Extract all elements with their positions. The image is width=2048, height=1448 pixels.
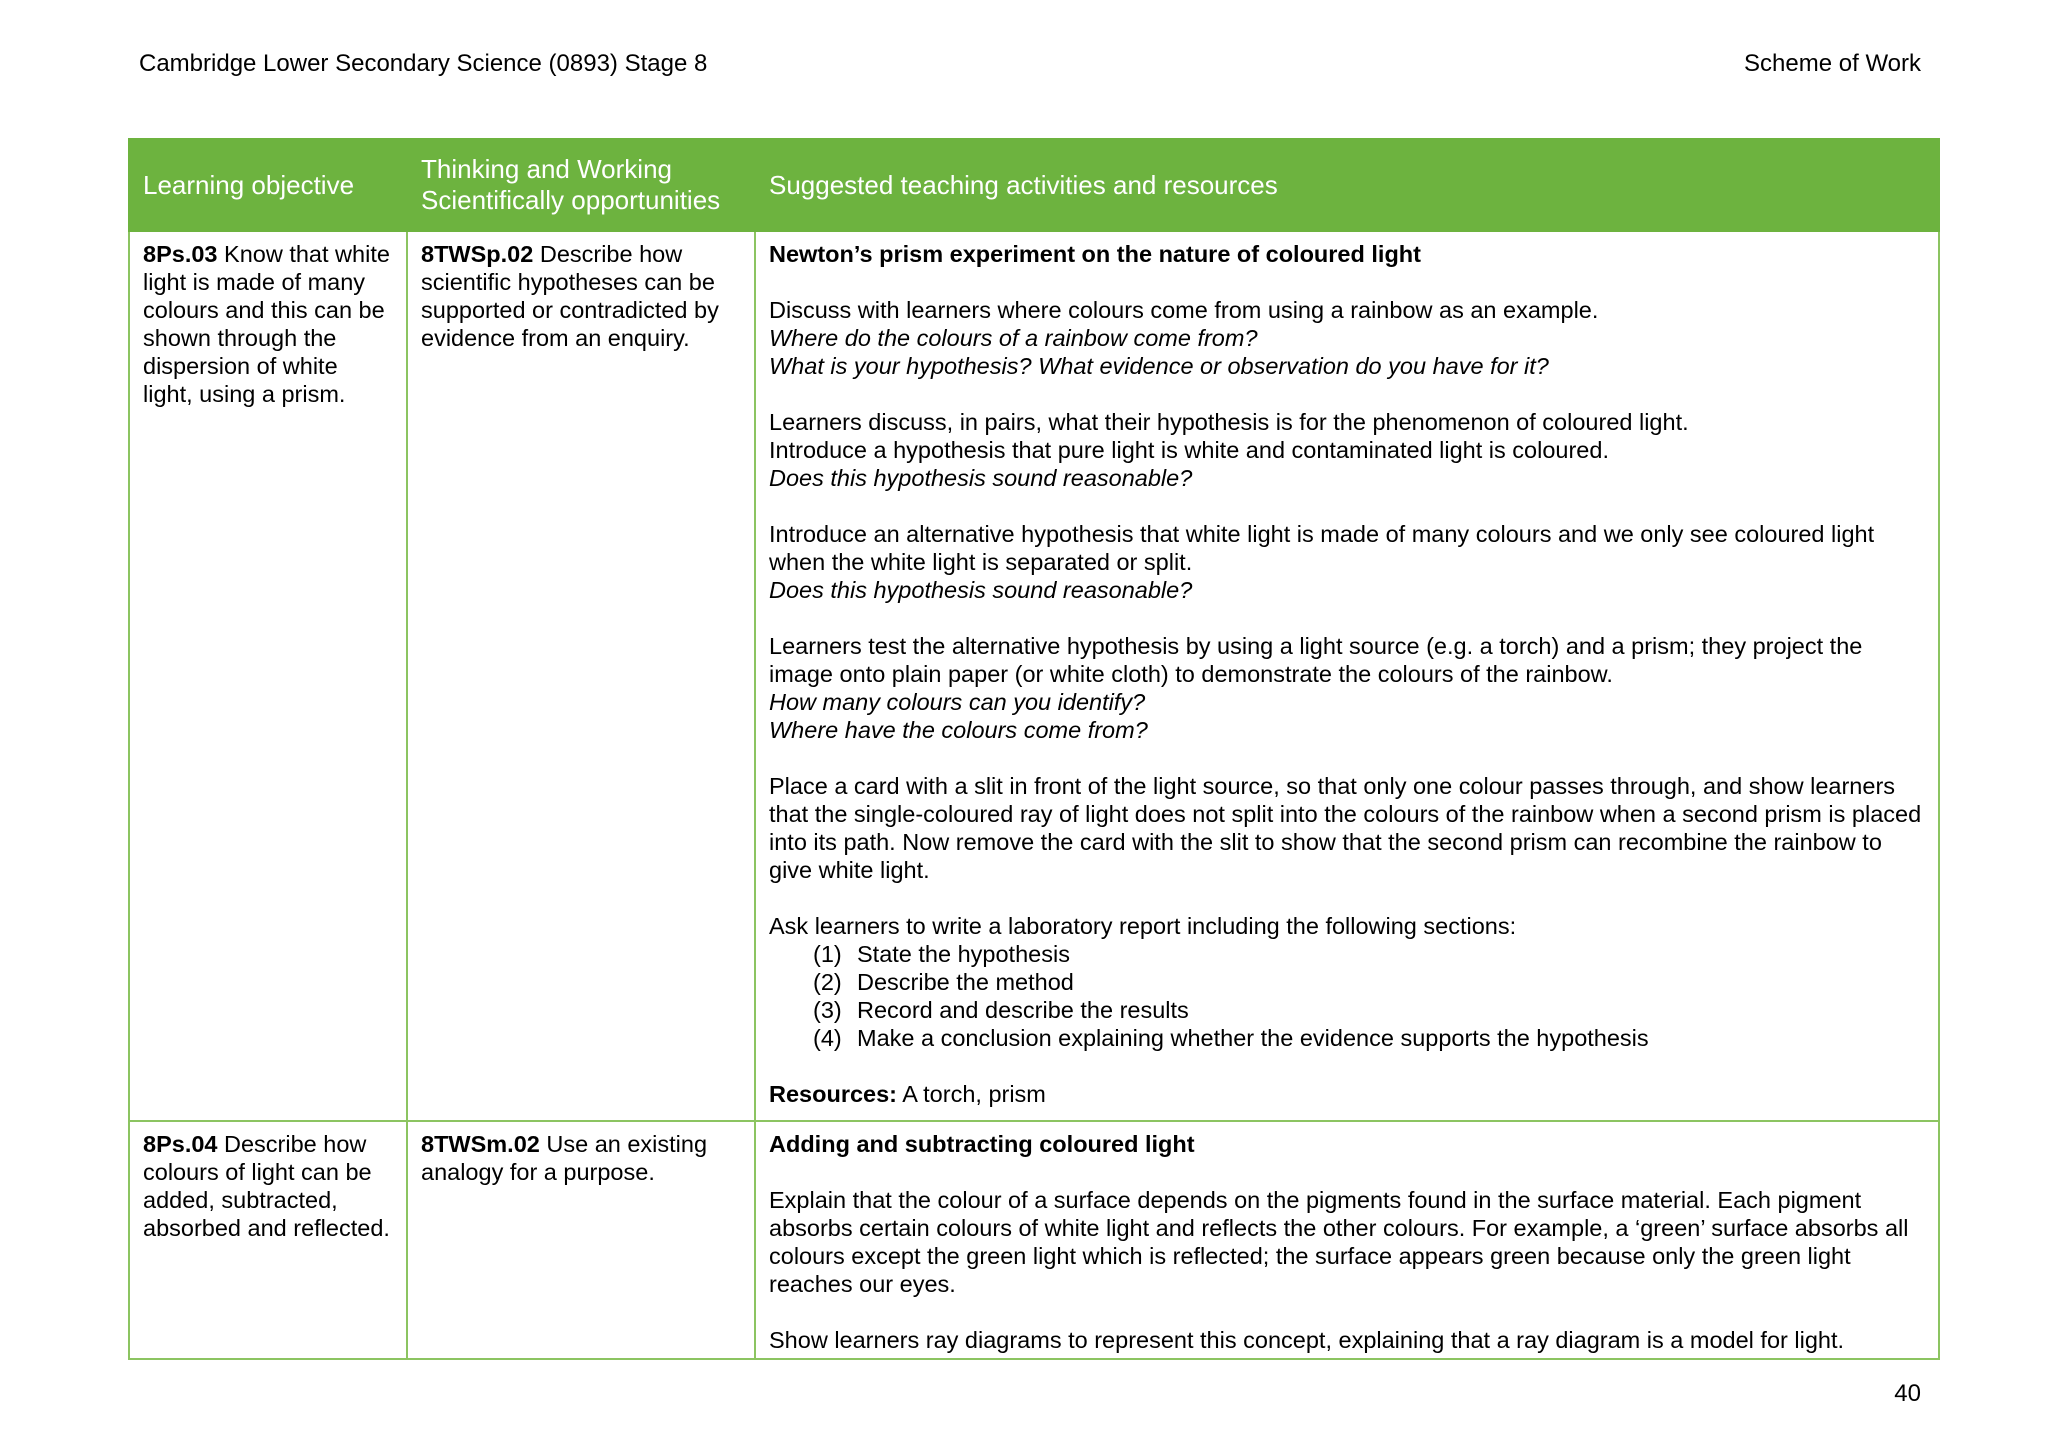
scheme-of-work-table [128, 138, 1940, 1360]
list-item: (2) Describe the method [813, 969, 1074, 995]
activity-question: Where have the colours come from? [769, 717, 1148, 743]
column-header-twso: Thinking and Working Scientifically opportunities [407, 139, 755, 231]
resources-line [769, 1080, 1925, 1108]
document-header-type: Scheme of Work [1744, 50, 1921, 77]
twso-text: Describe how scientific hypotheses can be supported or contradicted by evidence from an enquiry. [421, 241, 719, 351]
resources-text: A torch, prism [897, 1081, 1046, 1107]
twso-text: Use an existing analogy for a purpose. [421, 1131, 708, 1185]
activity-paragraph: Ask learners to write a laboratory report including the following sections: [769, 913, 1517, 939]
learning-objective-cell [129, 231, 407, 1121]
objective-code: 8Ps.04 [143, 1131, 218, 1157]
activity-paragraph: Introduce an alternative hypothesis that white light is made of many colours and we only see coloured light when the white light is separated or split. [769, 521, 1875, 575]
activity-paragraph: Introduce a hypothesis that pure light is white and contaminated light is coloured. [769, 437, 1609, 463]
activity-paragraph: Show learners ray diagrams to represent this concept, explaining that a ray diagram is a model for light. [769, 1327, 1845, 1353]
table-row [129, 231, 1939, 1121]
activity-paragraph: Discuss with learners where colours come from using a rainbow as an example. [769, 297, 1599, 323]
objective-text: Know that white light is made of many colours and this can be shown through the dispersion of white light, using a prism. [143, 241, 390, 407]
activity-paragraph: Learners discuss, in pairs, what their hypothesis is for the phenomenon of coloured light. [769, 409, 1689, 435]
activity-question: Does this hypothesis sound reasonable? [769, 577, 1193, 603]
activity-paragraph: Place a card with a slit in front of the light source, so that only one colour passes through, and show learners that the single-coloured ray of light does not split into the colours of the rainbow when a second prism is placed into its path. Now remove the card with the slit to show that the second prism can recombine the rainbow to give white light. [769, 773, 1922, 883]
activity-paragraph: Explain that the colour of a surface depends on the pigments found in the surface material. Each pigment absorbs certain colours of white light and reflects the other colours. For example, a ‘green’ surface absorbs all colours except the green light which is reflected; the surface appears green because only the green light reaches our eyes. [769, 1187, 1909, 1297]
activity-question: Does this hypothesis sound reasonable? [769, 465, 1193, 491]
resources-label: Resources: [769, 1081, 897, 1107]
activity-question: How many colours can you identify? [769, 689, 1146, 715]
table-header-row [129, 139, 1939, 231]
twso-cell [407, 231, 755, 1121]
table-row [129, 1121, 1939, 1359]
document-header-title: Cambridge Lower Secondary Science (0893) Stage 8 [139, 50, 708, 77]
list-item: (1) State the hypothesis [813, 941, 1070, 967]
report-sections-list [769, 940, 1925, 1052]
objective-code: 8Ps.03 [143, 241, 218, 267]
column-header-activities: Suggested teaching activities and resources [755, 139, 1939, 231]
learning-objective-cell [129, 1121, 407, 1359]
twso-code: 8TWSp.02 [421, 241, 534, 267]
twso-cell [407, 1121, 755, 1359]
activities-cell [755, 1121, 1939, 1359]
list-item: (3) Record and describe the results [813, 997, 1189, 1023]
activities-cell [755, 231, 1939, 1121]
list-item: (4) Make a conclusion explaining whether the evidence supports the hypothesis [813, 1025, 1649, 1051]
twso-code: 8TWSm.02 [421, 1131, 540, 1157]
page-number: 40 [1894, 1380, 1921, 1407]
activity-question: What is your hypothesis? What evidence or observation do you have for it? [769, 353, 1549, 379]
activity-paragraph: Learners test the alternative hypothesis by using a light source (e.g. a torch) and a prism; they project the image onto plain paper (or white cloth) to demonstrate the colours of the rainbow. [769, 633, 1863, 687]
activity-title: Newton’s prism experiment on the nature of coloured light [769, 241, 1421, 267]
column-header-learning-objective: Learning objective [129, 139, 407, 231]
activity-title: Adding and subtracting coloured light [769, 1131, 1195, 1157]
activity-question: Where do the colours of a rainbow come from? [769, 325, 1258, 351]
objective-text: Describe how colours of light can be added, subtracted, absorbed and reflected. [143, 1131, 390, 1241]
